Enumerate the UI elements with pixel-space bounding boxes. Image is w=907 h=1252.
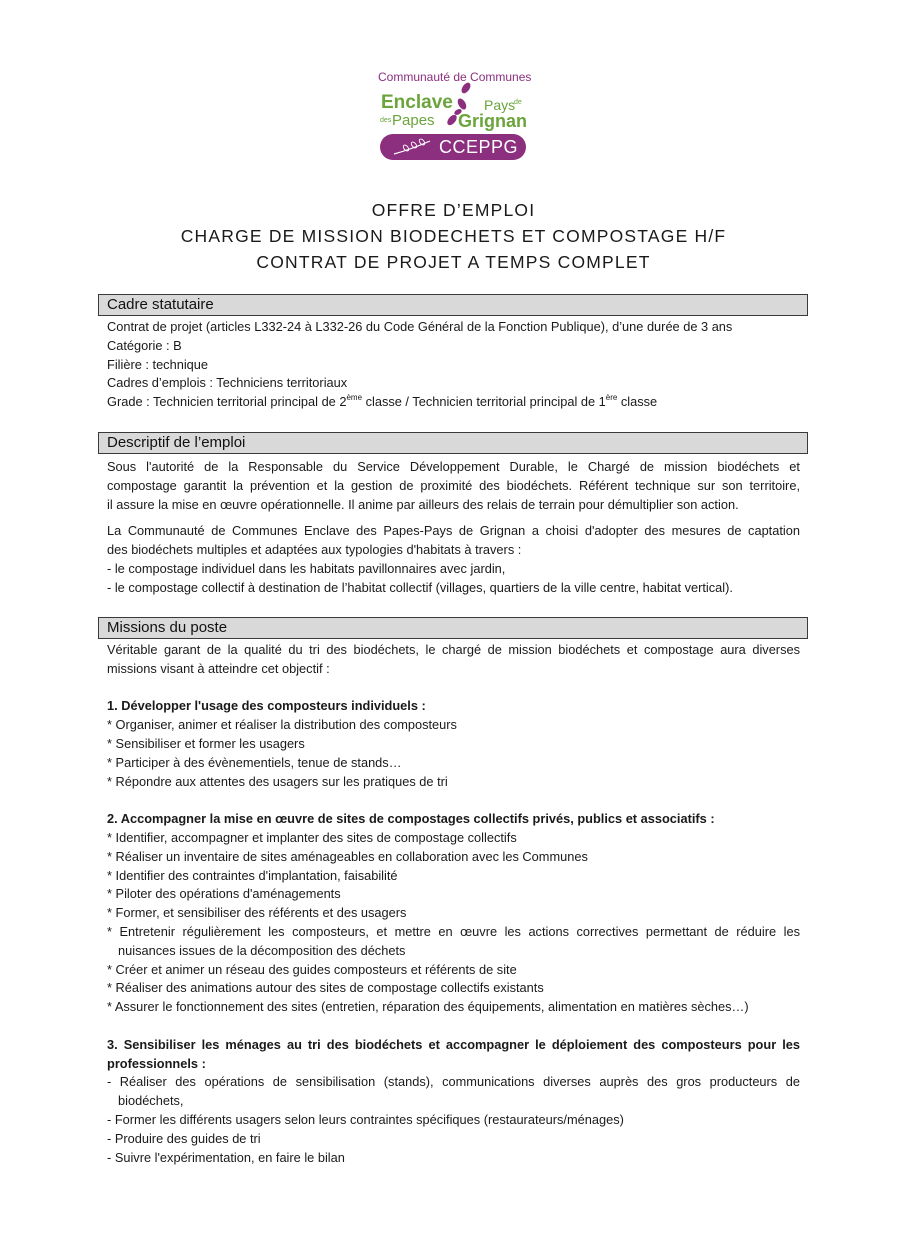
cadre-line: Filière : technique (107, 356, 209, 372)
logo-acronym: CCEPPG (438, 137, 518, 157)
title-line-3: CONTRAT DE PROJET A TEMPS COMPLET (256, 252, 651, 272)
missions-block (107, 641, 800, 1167)
logo-band (380, 134, 526, 160)
document-title (0, 197, 907, 275)
grade-line (107, 393, 800, 412)
logo-word-pays: Pays (484, 97, 516, 113)
grade-part3: classe (617, 394, 658, 410)
missions-intro-line: missions visant à atteindre cet objectif : (107, 660, 330, 676)
grade-sup2: ère (605, 393, 618, 403)
title-line-1: OFFRE D’EMPLOI (371, 200, 536, 220)
logo-word-des: des (380, 117, 392, 124)
descriptif-p1-line: Sous l'autorité de la Responsable du Service Développement Durable, le Chargé de mission biodéchets et (107, 459, 800, 474)
logo-top-text: Communauté de Communes (378, 70, 532, 84)
mission-3-item: - Former les différents usagers selon leurs contraintes spécifiques (restaurateurs/ménages) (107, 1111, 624, 1127)
descriptif-p2-line: - le compostage individuel dans les habitats pavillonnaires avec jardin, (107, 560, 506, 576)
cadre-line: Contrat de projet (articles L332-24 à L332-26 du Code Général de la Fonction Publique), d’une durée de 3 ans (107, 319, 733, 334)
cadre-line: Cadres d’emplois : Techniciens territoriaux (107, 375, 348, 391)
logo-word-grignan: Grignan (458, 111, 528, 131)
descriptif-p2-line: des biodéchets multiples et adaptées aux typologies d'habitats à travers : (107, 542, 522, 558)
descriptif-p1-line: il assure la mise en œuvre opérationnelle. Il anime par ailleurs des relais de terrain pour démultiplier son action. (107, 496, 739, 512)
mission-2-item: * Piloter des opérations d'aménagements (107, 886, 341, 902)
mission-3-title: 3. Sensibiliser les ménages au tri des biodéchets et accompagner le déploiement des composteurs pour les (107, 1036, 800, 1052)
mission-2-item: * Identifier des contraintes d'implantation, faisabilité (107, 867, 398, 883)
mission-1-item: * Participer à des évènementiels, tenue de stands… (107, 754, 402, 770)
cadre-line: Catégorie : B (107, 337, 182, 353)
descriptif-p2-line: - le compostage collectif à destination de l’habitat collectif (villages, quartiers de la ville centre, habitat vertical). (107, 579, 733, 595)
mission-3-item: - Réaliser des opérations de sensibilisation (stands), communications diverses auprès des gros producteurs de (107, 1074, 800, 1090)
mission-2-title: 2. Accompagner la mise en œuvre de sites de compostages collectifs privés, publics et associatifs : (107, 811, 715, 827)
mission-3-item: - Suivre l'expérimentation, en faire le bilan (107, 1149, 345, 1165)
mission-2-item: * Identifier, accompagner et implanter des sites de compostage collectifs (107, 829, 517, 845)
mission-3-item: - Produire des guides de tri (107, 1130, 261, 1146)
mission-3-title-continued: professionnels : (107, 1055, 206, 1071)
mission-2-item: * Réaliser des animations autour des sites de compostage collectifs existants (107, 980, 544, 996)
descriptif-p1-line: compostage garantit la prévention et la gestion de proximité des biodéchets. Référent technique sur son territoire, (107, 477, 800, 493)
mission-2-item: * Assurer le fonctionnement des sites (entretien, réparation des équipements, alimentation en matières sèches…) (107, 999, 749, 1015)
missions-intro-line: Véritable garant de la qualité du tri des biodéchets, le chargé de mission biodéchets et compostage aura diverses (107, 642, 800, 657)
mission-1-item: * Répondre aux attentes des usagers sur les pratiques de tri (107, 773, 448, 789)
logo-word-papes: Papes (392, 112, 435, 129)
mission-2-item: * Créer et animer un réseau des guides composteurs et référents de site (107, 961, 517, 977)
mission-2-item: * Réaliser un inventaire de sites aménageables en collaboration avec les Communes (107, 848, 588, 864)
descriptif-p2-line: La Communauté de Communes Enclave des Papes-Pays de Grignan a choisi d'adopter des mesures de captation (107, 523, 800, 539)
logo-word-de: de (514, 99, 522, 106)
mission-3-item-continued: biodéchets, (118, 1093, 184, 1109)
grade-part1: Grade : Technicien territorial principal de 2 (107, 394, 347, 410)
mission-2-item: * Entretenir régulièrement les composteurs, et mettre en œuvre les actions correctives permettant de réduire les (107, 923, 800, 939)
logo-word-enclave: Enclave (381, 92, 453, 113)
mission-2-item: * Former, et sensibiliser des référents et des usagers (107, 905, 407, 921)
mission-1-item: * Organiser, animer et réaliser la distribution des composteurs (107, 717, 457, 733)
cceppg-logo (378, 70, 532, 162)
mission-2-item-continued: nuisances issues de la décomposition des déchets (118, 942, 406, 958)
cadre-block (107, 318, 800, 412)
section-heading-cadre: Cadre statutaire (98, 294, 808, 316)
grade-sup1: ème (346, 393, 363, 403)
descriptif-block (107, 458, 800, 598)
section-heading-missions: Missions du poste (98, 617, 808, 639)
mission-1-title: 1. Développer l'usage des composteurs individuels : (107, 698, 426, 714)
mission-1-item: * Sensibiliser et former les usagers (107, 735, 305, 751)
sprig-icon (392, 137, 432, 157)
grade-part2: classe / Technicien territorial principal de 1 (362, 394, 606, 410)
section-heading-descriptif: Descriptif de l’emploi (98, 432, 808, 454)
title-line-2: CHARGE DE MISSION BIODECHETS ET COMPOSTAGE H/F (180, 226, 727, 246)
